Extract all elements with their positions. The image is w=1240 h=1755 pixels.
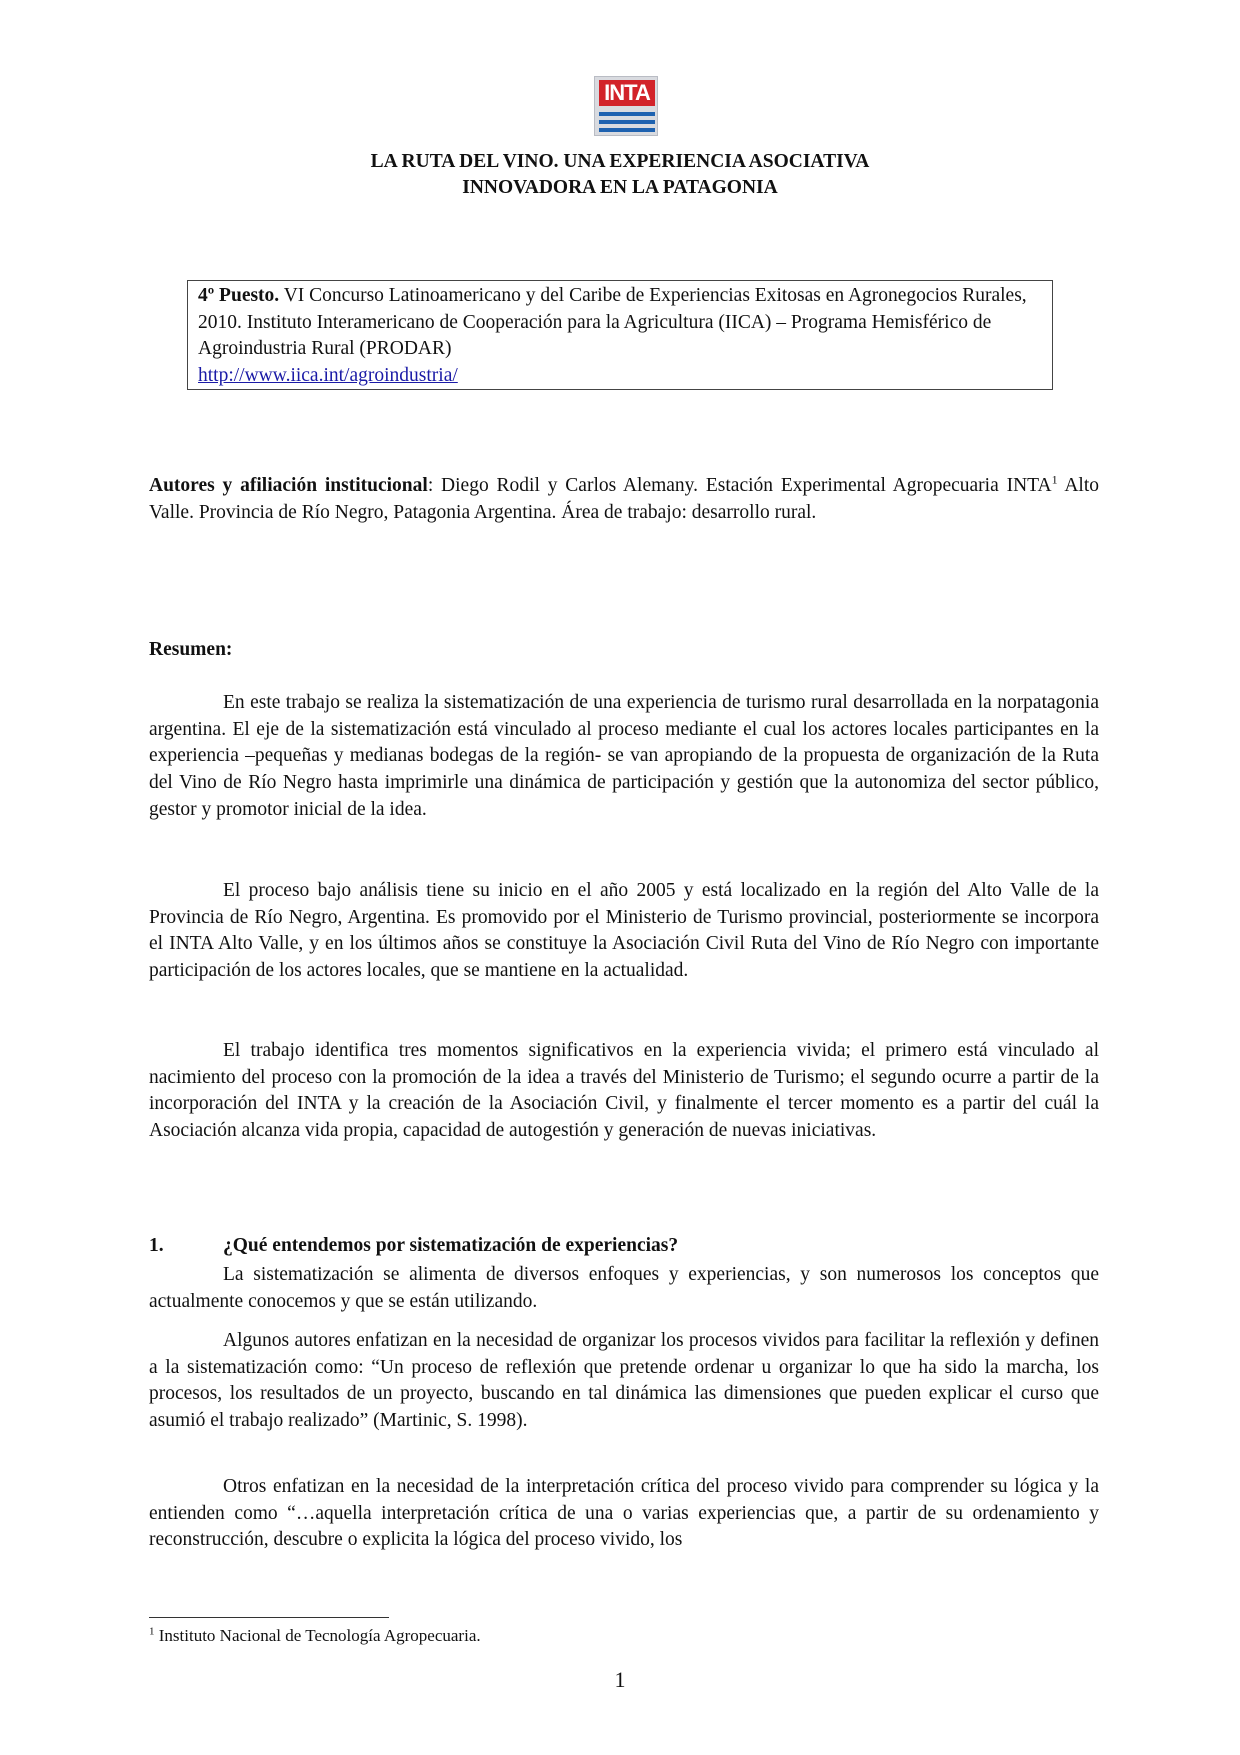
authors-label: Autores y afiliación institucional xyxy=(149,475,428,496)
authors-text-cont: Alto Valle. Provincia de Río Negro, Patagonia Argentina. Área de trabajo: desarrollo rural. xyxy=(149,475,1099,523)
section-title: ¿Qué entendemos por sistematización de experiencias? xyxy=(223,1235,679,1256)
logo-stripe xyxy=(599,128,655,132)
inta-logo xyxy=(594,76,658,136)
summary-heading: Resumen: xyxy=(149,639,233,660)
title-line-1: LA RUTA DEL VINO. UNA EXPERIENCIA ASOCIATIVA xyxy=(370,151,870,172)
logo-stripe xyxy=(599,112,655,116)
document-title xyxy=(0,149,1240,201)
footnote-marker: 1 xyxy=(149,1625,155,1638)
authors-paragraph xyxy=(149,473,1099,526)
footnote xyxy=(149,1625,481,1647)
page-number: 1 xyxy=(614,1667,626,1692)
footnote-divider xyxy=(149,1617,389,1618)
title-line-2: INNOVADORA EN LA PATAGONIA xyxy=(462,177,778,198)
authors-text: : Diego Rodil y Carlos Alemany. Estación Experimental Agropecuaria INTA xyxy=(427,475,1052,496)
section-paragraph-1: La sistematización se alimenta de diversos enfoques y experiencias, y son numerosos los conceptos que actualmente conocemos y que se están utilizando. xyxy=(149,1264,1099,1312)
summary-paragraph-1: En este trabajo se realiza la sistematización de una experiencia de turismo rural desarrollada en la norpatagonia argentina. El eje de la sistematización está vinculado al proceso mediante el cual los actores locales participantes en la experiencia –pequeñas y medianas bodegas de la región- se van apropiando de la propuesta de organización de la Ruta del Vino de Río Negro hasta imprimirle una dinámica de participación y gestión que la autonomiza del sector público, gestor y promotor inicial de la idea. xyxy=(149,692,1099,820)
section-paragraph-2: Algunos autores enfatizan en la necesidad de organizar los procesos vividos para facilitar la reflexión y definen a la sistematización como: “Un proceso de reflexión que pretende ordenar u organizar lo que ha sido la marcha, los procesos, los resultados de un proyecto, buscando en tal dinámica las dimensiones que pueden explicar el curso que asumió el trabajo realizado” (Martinic, S. 1998). xyxy=(149,1330,1099,1432)
footnote-text: Instituto Nacional de Tecnología Agropecuaria. xyxy=(154,1626,481,1645)
award-link[interactable]: http://www.iica.int/agroindustria/ xyxy=(198,364,458,386)
inta-logo-text: INTA xyxy=(599,80,655,106)
award-box xyxy=(187,280,1053,390)
award-rank: 4º Puesto. xyxy=(198,285,280,306)
section-paragraph-3: Otros enfatizan en la necesidad de la interpretación crítica del proceso vivido para comprender su lógica y la entienden como “…aquella interpretación crítica de una o varias experiencias que, a partir de su ordenamiento y reconstrucción, descubre o explicita la lógica del proceso vivido, los xyxy=(149,1476,1099,1551)
award-text: VI Concurso Latinoamericano y del Caribe de Experiencias Exitosas en Agronegocios Rurales, 2010. Instituto Interamericano de Cooperación para la Agricultura (IICA) – Programa Hemisférico de Agroindustria Rural (PRODAR) xyxy=(198,285,1027,359)
logo-stripe xyxy=(599,120,655,124)
section-number: 1. xyxy=(149,1235,164,1256)
footnote-reference[interactable]: 1 xyxy=(1051,472,1058,487)
summary-paragraph-3: El trabajo identifica tres momentos significativos en la experiencia vivida; el primero está vinculado al nacimiento del proceso con la promoción de la idea a través del Ministerio de Turismo; el segundo ocurre a partir de la incorporación del INTA y la creación de la Asociación Civil, y finalmente el tercer momento es a partir del cuál la Asociación alcanza vida propia, capacidad de autogestión y generación de nuevas iniciativas. xyxy=(149,1040,1099,1142)
summary-paragraph-2: El proceso bajo análisis tiene su inicio en el año 2005 y está localizado en la región del Alto Valle de la Provincia de Río Negro, Argentina. Es promovido por el Ministerio de Turismo provincial, posteriormente se incorpora el INTA Alto Valle, y en los últimos años se constituye la Asociación Civil Ruta del Vino de Río Negro con importante participación de los actores locales, que se mantiene en la actualidad. xyxy=(149,880,1099,982)
